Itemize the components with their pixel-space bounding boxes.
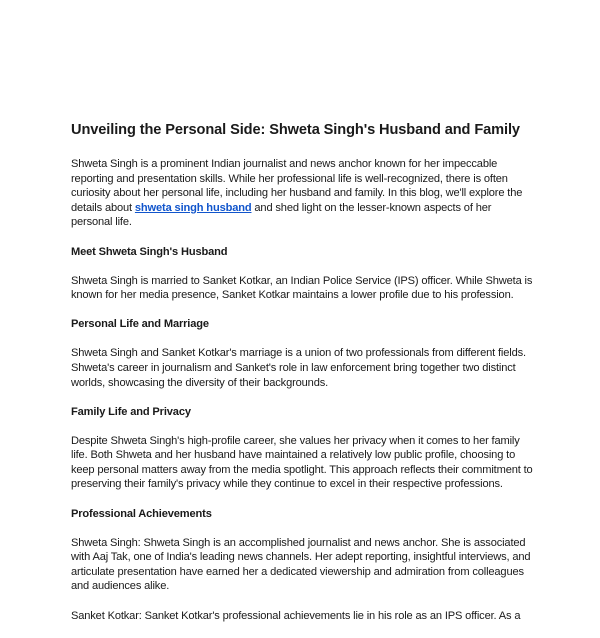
intro-paragraph bbox=[71, 157, 533, 230]
section-heading-meet-husband: Meet Shweta Singh's Husband bbox=[71, 245, 228, 258]
section-paragraph: Sanket Kotkar: Sanket Kotkar's professional achievements lie in his role as an IPS officer. As a bbox=[71, 609, 521, 622]
section-paragraph: Shweta Singh is married to Sanket Kotkar, an Indian Police Service (IPS) officer. While Shweta is known for her media presence, Sanket Kotkar maintains a lower profile due to his profession. bbox=[71, 274, 533, 302]
document-title: Unveiling the Personal Side: Shweta Singh's Husband and Family bbox=[71, 122, 520, 138]
section-paragraph: Despite Shweta Singh's high-profile career, she values her privacy when it comes to her family life. Both Shweta and her husband have maintained a relatively low public profile, choosing to keep personal matters away from the media spotlight. This approach reflects their commitment to preserving their family's privacy while they continue to excel in their respective professions. bbox=[71, 434, 533, 491]
section-heading-personal-life: Personal Life and Marriage bbox=[71, 318, 209, 331]
intro-text-after-link: and shed light on the lesser-known aspects of her personal life. bbox=[71, 201, 492, 229]
section-paragraph: Shweta Singh: Shweta Singh is an accomplished journalist and news anchor. She is associated with Aaj Tak, one of India's leading news channels. Her adept reporting, insightful interviews, and articulate presentation have earned her a dedicated viewership and admiration from colleagues and audiences alike. bbox=[71, 536, 531, 593]
section-heading-family-life: Family Life and Privacy bbox=[71, 405, 191, 418]
section-paragraph: Shweta Singh and Sanket Kotkar's marriage is a union of two professionals from different fields. Shweta's career in journalism and Sanket's role in law enforcement bring together two distinct worlds, showcasing the diversity of their backgrounds. bbox=[71, 347, 526, 389]
section-heading-professional-achievements: Professional Achievements bbox=[71, 507, 212, 520]
intro-text-before-link: Shweta Singh is a prominent Indian journalist and news anchor known for her impeccable reporting and presentation skills. While her professional life is well-recognized, there is often curiosity about her personal life, including her husband and family. In this blog, we'll explore the details about bbox=[71, 158, 523, 214]
document-page bbox=[71, 120, 533, 638]
shweta-singh-husband-link[interactable]: shweta singh husband bbox=[134, 201, 252, 214]
